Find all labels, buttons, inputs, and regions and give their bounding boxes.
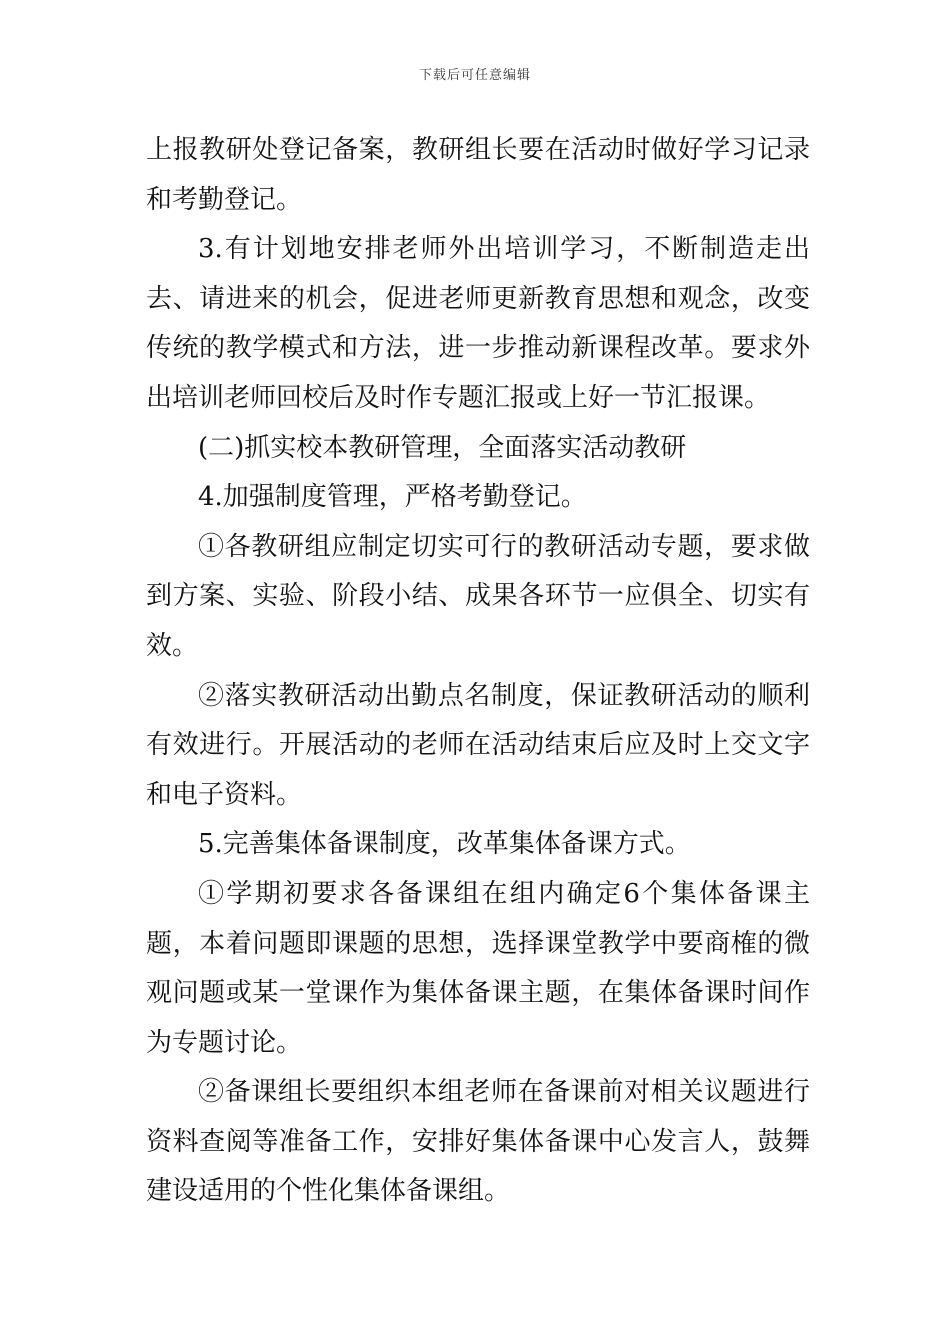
document-body xyxy=(146,126,810,1217)
page-header: 下载后可任意编辑 xyxy=(418,68,531,83)
paragraph-9: ②备课组长要组织本组老师在备课前对相关议题进行资料查阅等准备工作，安排好集体备课中心发言人，鼓舞建设适用的个性化集体备课组。 xyxy=(146,1077,810,1207)
paragraph-4: 4.加强制度管理，严格考勤登记。 xyxy=(198,482,587,513)
paragraph-1: 上报教研处登记备案，教研组长要在活动时做好学习记录和考勤登记。 xyxy=(146,135,810,215)
paragraph-5: ①各教研组应制定切实可行的教研活动专题，要求做到方案、实验、阶段小结、成果各环节一应俱全、切实有效。 xyxy=(146,531,810,661)
paragraph-3: (二)抓实校本教研管理，全面落实活动教研 xyxy=(198,432,687,463)
paragraph-2: 3.有计划地安排老师外出培训学习，不断制造走出去、请进来的机会，促进老师更新教育思想和观念，改变传统的教学模式和方法，进一步推动新课程改革。要求外出培训老师回校后及时作专题汇报或上好一节汇报课。 xyxy=(146,234,810,413)
paragraph-8: ①学期初要求各备课组在组内确定6个集体备课主题，本着问题即课题的思想，选择课堂教学中要商榷的微观问题或某一堂课作为集体备课主题，在集体备课时间作为专题讨论。 xyxy=(146,878,810,1058)
paragraph-6: ②落实教研活动出勤点名制度，保证教研活动的顺利有效进行。开展活动的老师在活动结束后应及时上交文字和电子资料。 xyxy=(146,680,810,810)
paragraph-7: 5.完善集体备课制度，改革集体备课方式。 xyxy=(198,829,691,860)
